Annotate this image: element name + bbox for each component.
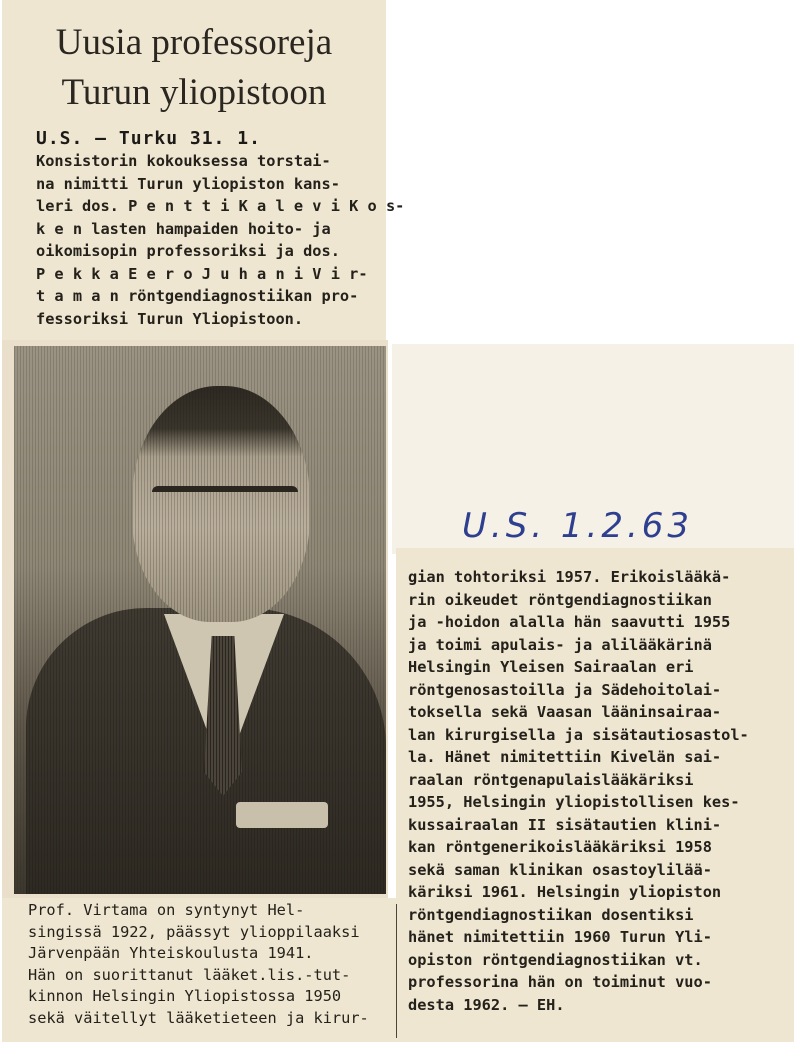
body-line: sekä saman klinikan osastoylilää-	[408, 860, 712, 879]
body-line: hänet nimitettiin 1960 Turun Yli-	[408, 928, 712, 946]
caption-line: sekä väitellyt lääketieteen ja kirur-	[28, 1008, 369, 1027]
column-divider	[396, 904, 397, 1038]
body-line: toksella sekä Vaasan lääninsairaa-	[408, 703, 722, 721]
lead-line: P e k k a E e r o J u h a n i V i r-	[36, 264, 368, 283]
body-line: Helsingin Yleisen Sairaalan eri	[408, 658, 694, 676]
body-line: opiston röntgendiagnostiikan vt.	[408, 950, 703, 969]
portrait-pocket-square	[236, 802, 328, 828]
body-line: käriksi 1961. Helsingin yliopiston	[408, 883, 722, 901]
body-line: desta 1962. — EH.	[408, 995, 565, 1014]
headline-line-1: Uusia professoreja	[55, 22, 333, 63]
body-line: la. Hänet nimitettiin Kivelän sai-	[408, 748, 722, 766]
lead-line: oikomisopin professoriksi ja dos.	[36, 242, 340, 260]
caption-line: Prof. Virtama on syntynyt Hel-	[28, 901, 305, 919]
body-line: rin oikeudet röntgendiagnostiikan	[408, 590, 712, 609]
lead-line: Konsistorin kokouksessa torstai-	[36, 152, 331, 170]
headline	[2, 18, 386, 118]
caption-line: Hän on suorittanut lääket.lis.-tut-	[28, 965, 351, 984]
caption-line: singissä 1922, päässyt ylioppilaaksi	[28, 922, 360, 941]
right-column-clipping	[396, 548, 794, 1042]
dateline: U.S. — Turku 31. 1.	[36, 128, 261, 149]
portrait-photo	[14, 346, 386, 894]
body-line: ja -hoidon alalla hän saavutti 1955	[408, 613, 731, 631]
lead-paragraph	[36, 150, 405, 330]
body-line: röntgendiagnostiikan dosentiksi	[408, 905, 694, 924]
caption-clipping	[2, 898, 398, 1042]
handwritten-date-note: U.S. 1.2.63	[462, 506, 694, 546]
body-line: ja toimi apulais- ja alilääkärinä	[408, 635, 712, 654]
body-line: professorina hän on toiminut vuo-	[408, 973, 712, 991]
note-paper	[392, 344, 794, 554]
body-line: kussairaalan II sisätautien klini-	[408, 815, 722, 834]
lead-line: fessoriksi Turun Yliopistoon.	[36, 309, 304, 328]
article-header-clipping	[2, 0, 405, 344]
body-line: gian tohtoriksi 1957. Erikoislääkä-	[408, 568, 731, 586]
caption-line: Järvenpään Yhteiskoulusta 1941.	[28, 944, 314, 962]
lead-line: leri dos. P e n t t i K a l e v i K o s-	[36, 197, 405, 215]
headline-line-2: Turun yliopistoon	[61, 72, 327, 113]
right-column-text	[408, 566, 788, 1016]
portrait-glasses	[152, 486, 298, 524]
body-line: lan kirurgisella ja sisätautiosastol-	[408, 725, 749, 744]
lead-line: na nimitti Turun yliopiston kans-	[36, 174, 340, 193]
body-line: kan röntgenerikoislääkäriksi 1958	[408, 838, 712, 856]
body-line: 1955, Helsingin yliopistollisen kes-	[408, 793, 740, 811]
lead-line: k e n lasten hampaiden hoito- ja	[36, 219, 331, 238]
body-line: raalan röntgenapulaislääkäriksi	[408, 770, 694, 789]
portrait-clipping	[2, 340, 388, 900]
lead-line: t a m a n röntgendiagnostiikan pro-	[36, 287, 359, 305]
body-line: röntgenosastoilla ja Sädehoitolai-	[408, 680, 722, 699]
photo-caption	[28, 900, 384, 1029]
caption-line: kinnon Helsingin Yliopistossa 1950	[28, 987, 342, 1005]
